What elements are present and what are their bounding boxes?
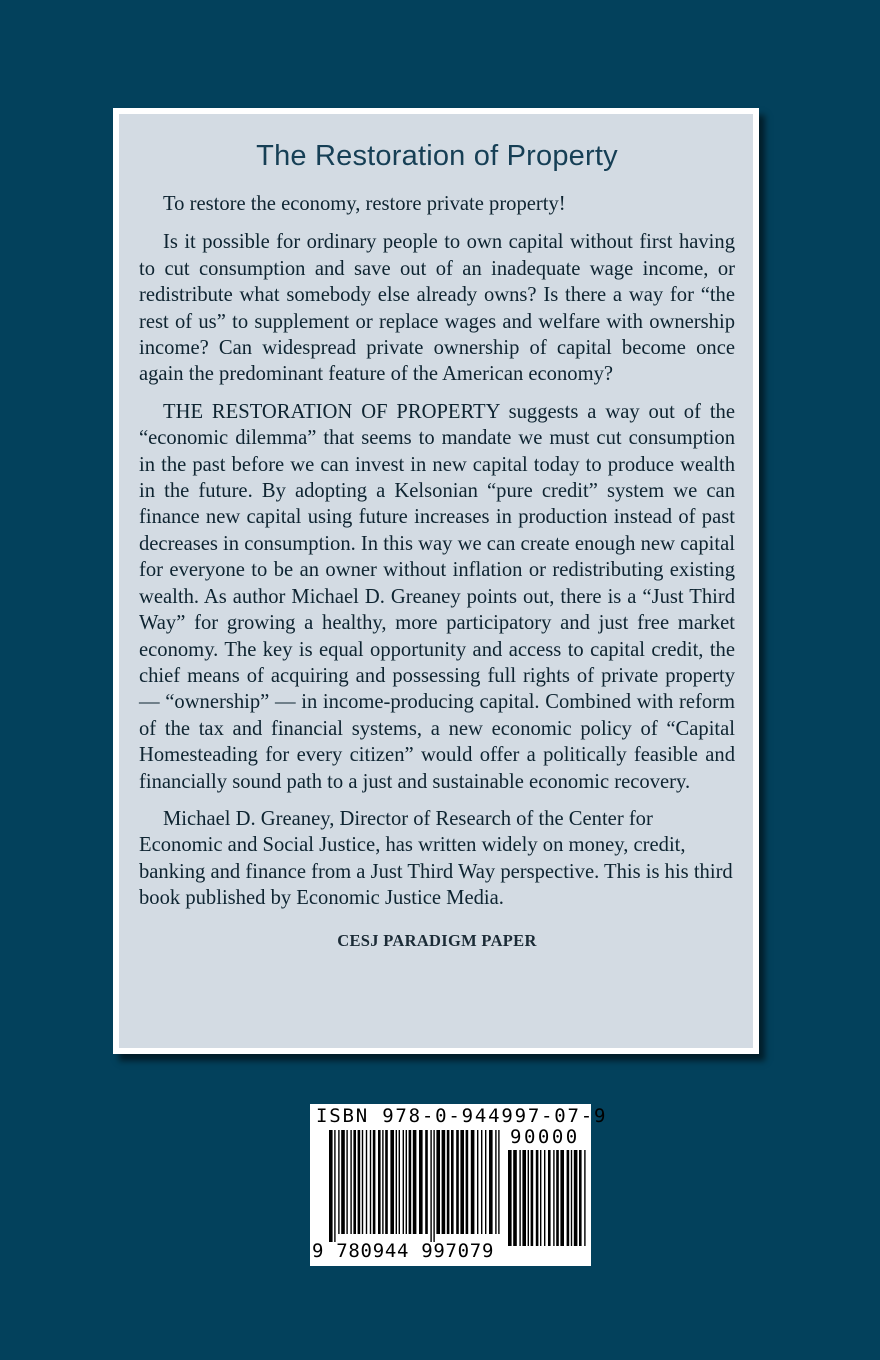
- barcode-bar: [341, 1130, 345, 1234]
- description-panel: [113, 108, 759, 1054]
- barcode-bar: [366, 1130, 367, 1234]
- barcode-bar: [370, 1130, 371, 1234]
- barcode-bar: [489, 1130, 493, 1234]
- barcode-bar: [433, 1130, 434, 1242]
- barcode-bar: [350, 1130, 351, 1234]
- barcode-bar: [406, 1130, 407, 1234]
- barcode-bar: [396, 1130, 397, 1234]
- isbn-barcode: [310, 1104, 608, 1266]
- barcode-bar: [498, 1130, 499, 1234]
- barcode-bar: [353, 1130, 356, 1234]
- barcode-bar: [451, 1130, 454, 1234]
- barcode-bar: [544, 1150, 545, 1246]
- barcode-bar: [442, 1130, 446, 1234]
- barcode-bar: [419, 1130, 423, 1234]
- ean-bars: [329, 1130, 500, 1242]
- barcode-bar: [508, 1150, 512, 1246]
- barcode-bar: [531, 1150, 534, 1246]
- barcode-bar: [536, 1150, 539, 1246]
- barcode-bar: [522, 1150, 526, 1246]
- isbn-number: ISBN 978-0-944997-07-9: [316, 1105, 608, 1127]
- tagline-paragraph: To restore the economy, restore private property!: [163, 193, 566, 215]
- barcode-bar: [571, 1150, 572, 1246]
- barcode-bar: [466, 1130, 469, 1234]
- barcode-bar: [584, 1150, 585, 1246]
- author-bio-paragraph: Michael D. Greaney, Director of Research of the Center for Economic and Social Justice, has written widely on money, credit, banking and finance from a Just Third Way perspective. This is his third book published by Economic Justice Media.: [139, 807, 733, 910]
- barcode-bar: [567, 1150, 570, 1246]
- price-addon-bars: [508, 1150, 586, 1246]
- barcode-bar: [477, 1130, 478, 1234]
- barcode-bar: [574, 1150, 578, 1246]
- barcode-bar: [579, 1150, 582, 1246]
- barcode-bar: [519, 1150, 520, 1246]
- barcode-bar: [447, 1130, 450, 1234]
- barcode-bar: [329, 1130, 333, 1242]
- barcode-bar: [528, 1150, 529, 1246]
- barcode-bar: [425, 1130, 428, 1234]
- barcode-bar: [548, 1150, 551, 1246]
- barcode-bar: [409, 1130, 412, 1234]
- price-code: 90000: [510, 1126, 580, 1148]
- barcode-bar: [334, 1130, 335, 1242]
- barcode-bar: [513, 1150, 517, 1246]
- barcode-bar: [362, 1130, 363, 1234]
- barcode-bar: [403, 1130, 404, 1234]
- barcode-bar: [540, 1150, 541, 1246]
- barcode-bar: [485, 1130, 486, 1234]
- barcode-bar: [456, 1130, 459, 1234]
- barcode-bar: [358, 1130, 361, 1234]
- barcode-bar: [430, 1130, 431, 1242]
- barcode-bar: [471, 1130, 475, 1234]
- barcode-bar: [382, 1130, 383, 1234]
- barcode-bar: [346, 1130, 347, 1234]
- barcode-bar: [338, 1130, 339, 1234]
- barcode-bar: [560, 1150, 564, 1246]
- ean-digits: 9 780944 997079: [312, 1240, 495, 1262]
- summary-paragraph: THE RESTORATION OF PROPERTY suggests a way out of the “economic dilemma” that seems to mandate we must cut consumption in the past before we can invest in new capital today to produce wealth in the future. By adopting a Kelsonian “pure credit” system we can finance new capital using future increases in production instead of past decreases in consumption. In this way we can create enough new capital for everyone to be an owner without inflation or redistributing existing wealth. As author Michael D. Greaney points out, there is a “Just Third Way” for growing a healthy, more participatory and just free market economy. The key is equal opportunity and access to capital credit, the chief means of acquiring and possessing full rights of private property — “ownership” — in income-producing capital. Combined with reform of the tax and financial systems, a new economic policy of “Capital Homesteading for every citizen” would offer a politically feasible and financially sound path to a just and sustainable economic recovery.: [139, 400, 735, 793]
- book-title: The Restoration of Property: [256, 140, 618, 172]
- questions-paragraph: Is it possible for ordinary people to own capital without first having to cut consumption and save out of an inadequate wage income, or redistribute what somebody else already owns? Is there a way for “the rest of us” to supplement or replace wages and welfare with ownership income? Can widespread private ownership of capital become once again the predominant feature of the American economy?: [139, 231, 735, 386]
- series-label: CESJ PARADIGM PAPER: [337, 930, 537, 950]
- barcode-bar: [481, 1130, 482, 1234]
- barcode-bar: [378, 1130, 381, 1234]
- barcode-bar: [460, 1130, 464, 1234]
- barcode-bar: [373, 1130, 376, 1234]
- barcode-bar: [556, 1150, 559, 1246]
- barcode-bar: [413, 1130, 417, 1234]
- barcode-bar: [385, 1130, 388, 1234]
- barcode-bar: [495, 1130, 496, 1234]
- description-panel-inner: [119, 114, 753, 1048]
- barcode-bar: [553, 1150, 554, 1246]
- barcode-bar: [436, 1130, 440, 1234]
- barcode-bar: [390, 1130, 394, 1234]
- barcode-bar: [399, 1130, 400, 1234]
